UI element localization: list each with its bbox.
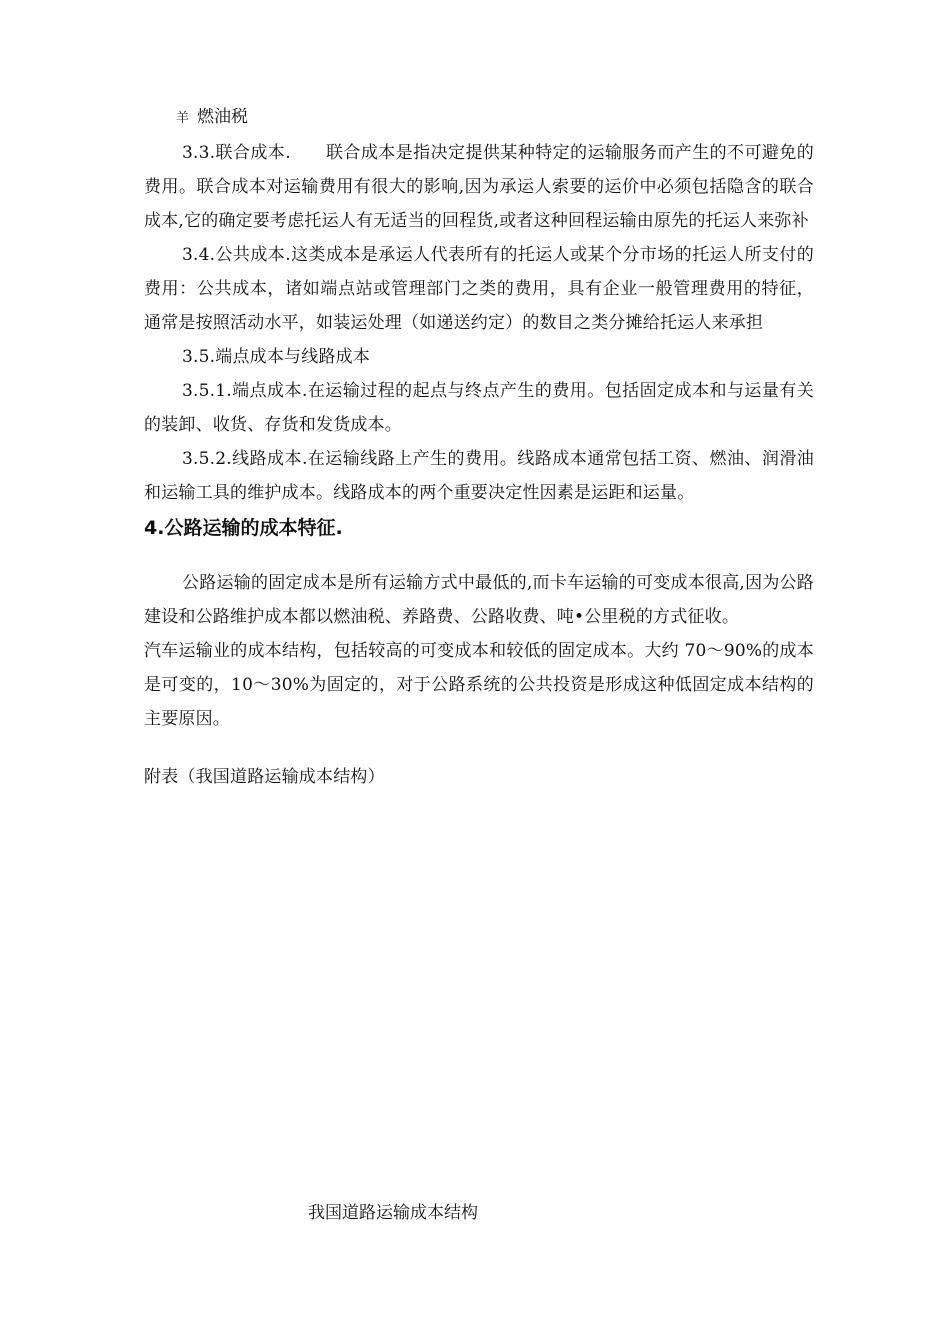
- bullet-text: 燃油税: [197, 107, 249, 127]
- appendix-label: 附表（我国道路运输成本结构）: [144, 767, 385, 787]
- document-body: [144, 100, 814, 794]
- paragraph-terminal-line-cost-heading: 3.5.端点成本与线路成本: [182, 347, 371, 367]
- paragraph-joint-cost: 3.3.联合成本. 联合成本是指决定提供某种特定的运输服务而产生的不可避免的费用。联合成本对运输费用有很大的影响,因为承运人索要的运价中必须包括隐含的联合成本,它的确定要考虑托运人有无适当的回程货,或者这种回程运输由原先的托运人来弥补: [144, 143, 814, 231]
- paragraph-line-haul-cost: 3.5.2.线路成本.在运输线路上产生的费用。线路成本通常包括工资、燃油、润滑油和运输工具的维护成本。线路成本的两个重要决定性因素是运距和运量。: [144, 449, 814, 503]
- spacer: [144, 736, 814, 760]
- bullet-item-fuel-tax: [176, 100, 814, 136]
- paragraph-truck-cost-structure: 汽车运输业的成本结构，包括较高的可变成本和较低的固定成本。大约 70～90%的成本是可变的，10～30%为固定的，对于公路系统的公共投资是形成这种低固定成本结构的主要原因。: [144, 641, 814, 729]
- paragraph-road-transport: 公路运输的固定成本是所有运输方式中最低的,而卡车运输的可变成本很高,因为公路建设和公路维护成本都以燃油税、养路费、公路收费、吨•公里税的方式征收。: [144, 573, 814, 627]
- spacer: [144, 546, 814, 566]
- paragraph-common-cost: 3.4.公共成本.这类成本是承运人代表所有的托运人或某个分市场的托运人所支付的费用：公共成本，诸如端点站或管理部门之类的费用，具有企业一般管理费用的特征，通常是按照活动水平，如装运处理（如递送约定）的数目之类分摊给托运人来承担: [144, 245, 814, 333]
- bullet-marker: 羊: [176, 111, 190, 126]
- paragraph-terminal-cost: 3.5.1.端点成本.在运输过程的起点与终点产生的费用。包括固定成本和与运量有关的装卸、收货、存货和发货成本。: [144, 381, 814, 435]
- section-heading-road-cost: 4.公路运输的成本特征.: [144, 517, 343, 539]
- table-caption: 我国道路运输成本结构: [308, 1203, 478, 1223]
